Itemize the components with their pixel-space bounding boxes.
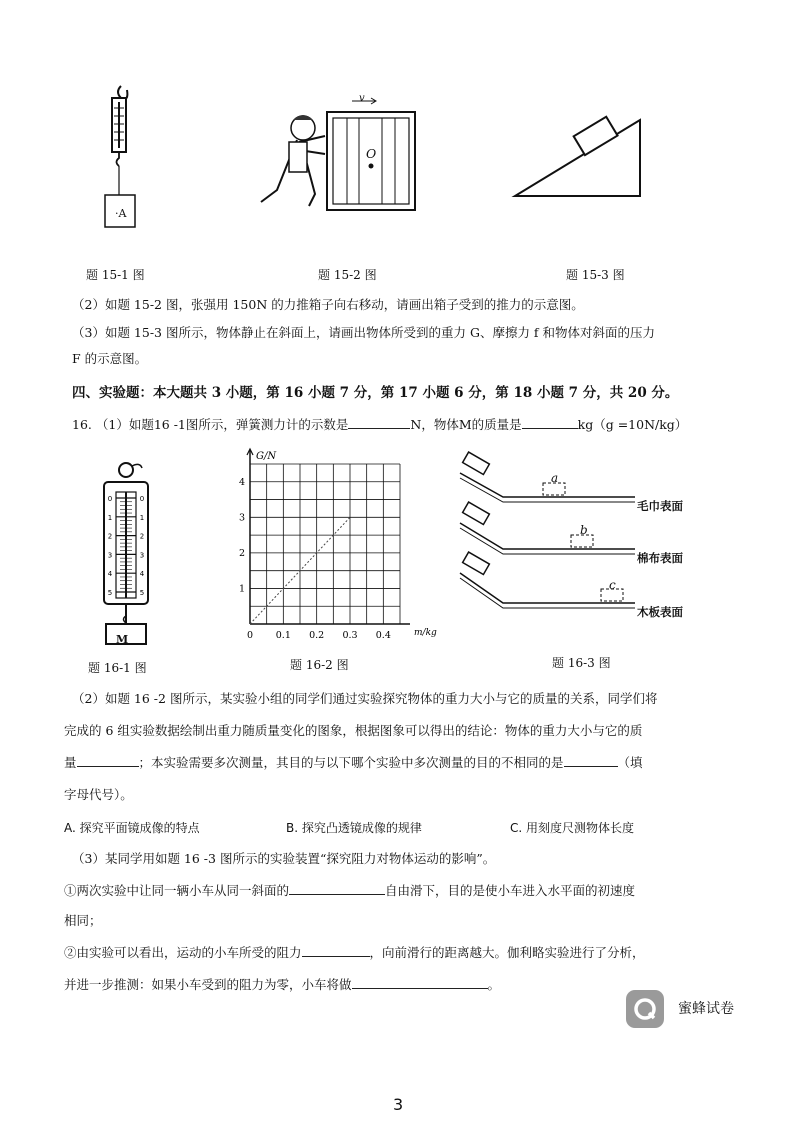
- scale-tick-label-right: 5: [139, 589, 145, 597]
- scale-tick-label-right: 3: [139, 551, 145, 560]
- scale-tick-label-right: 2: [139, 532, 145, 541]
- caption-15-1: 题 15-1 图: [86, 268, 145, 282]
- surface-wood: 木板表面: [637, 605, 683, 619]
- figure-15-1-spring-scale: [95, 82, 155, 262]
- scale-tick-label-left: 3: [107, 551, 113, 560]
- q15-part3-line2: F 的示意图。: [72, 351, 148, 366]
- q16-part3: （3）某同学用如题 16 -3 图所示的实验装置“探究阻力对物体运动的影响”。: [72, 851, 496, 866]
- answer-blank-motion[interactable]: [352, 976, 488, 989]
- q16-part2-line2: 完成的 6 组实验数据绘制出重力随质量变化的图象，根据图象可以得出的结论：物体的重力大小与它的质: [64, 723, 643, 738]
- option-B: B. 探究凸透镜成像的规律: [286, 821, 422, 835]
- page-number: 3: [393, 1095, 404, 1114]
- x-tick-label: 0.4: [375, 630, 391, 641]
- q16-part3-step2: [64, 944, 645, 962]
- y-tick-label: 4: [238, 476, 245, 488]
- x-tick-label: 0.2: [309, 630, 325, 641]
- q16-s2-a: ②由实验可以看出，运动的小车所受的阻力: [64, 945, 302, 960]
- watermark-text: 蜜蜂试卷: [678, 1001, 734, 1017]
- label-M: M: [116, 633, 129, 646]
- q15-part2: （2）如题 15-2 图，张强用 150N 的力推箱子向右移动，请画出箱子受到的推力的示意图。: [72, 297, 584, 312]
- scale-tick-label-left: 4: [107, 570, 113, 579]
- scale-tick-label-left: 2: [107, 532, 113, 541]
- scale-tick-label-right: 0: [139, 495, 145, 503]
- option-A: A. 探究平面镜成像的特点: [64, 821, 200, 835]
- scale-tick-label-right: 4: [139, 570, 145, 579]
- figure-15-3-block-on-incline: [510, 108, 645, 198]
- figure-16-1-spring-scale: [98, 458, 158, 653]
- q16-s2-c: 并进一步推测：如果小车受到的阻力为零，小车将做: [64, 977, 352, 992]
- q16-part3-step2-cont: [64, 976, 500, 994]
- surface-towel: 毛巾表面: [637, 499, 683, 513]
- answer-blank-same-height[interactable]: [289, 882, 385, 895]
- q16-part3-step1-cont: 相同；: [64, 913, 102, 928]
- figure-16-3-cart-ramps: [455, 455, 695, 625]
- y-tick-label: 2: [238, 547, 245, 559]
- caption-16-1: 题 16-1 图: [88, 661, 147, 675]
- mark-b: b: [580, 523, 588, 537]
- q15-part3-line1: （3）如题 15-3 图所示，物体静止在斜面上，请画出物体所受到的重力 G、摩擦力 f 和物体对斜面的压力: [72, 325, 656, 340]
- caption-16-3: 题 16-3 图: [552, 656, 611, 670]
- answer-blank-scale-reading[interactable]: [348, 416, 410, 429]
- x-tick-label: 0.3: [342, 630, 358, 641]
- scale-tick-label-left: 0: [107, 495, 113, 503]
- bee-logo-icon: [633, 997, 657, 1021]
- x-axis-label: m/kg: [414, 628, 437, 638]
- x-tick-label: 0.1: [275, 630, 291, 641]
- q16-s1-b: 自由滑下，目的是使小车进入水平面的初速度: [385, 883, 636, 898]
- q16-number: 16.: [72, 417, 92, 432]
- q16-p1-b: N，物体M的质量是: [410, 417, 522, 432]
- y-tick-label: 1: [238, 583, 245, 595]
- scale-tick-label-left: 1: [107, 513, 113, 522]
- scale-tick-label-right: 1: [139, 513, 145, 522]
- caption-15-2: 题 15-2 图: [318, 268, 377, 282]
- q16-s2-b: ，向前滑行的距离越大。伽利略实验进行了分析，: [369, 945, 645, 960]
- mark-a: a: [551, 471, 559, 485]
- watermark-logo: [626, 990, 664, 1028]
- answer-blank-conclusion[interactable]: [77, 754, 139, 767]
- q16-part2-line1: （2）如题 16 -2 图所示，某实验小组的同学们通过实验探究物体的重力大小与它的质量的关系，同学们将: [72, 691, 658, 706]
- q16-part2-line3: [64, 754, 643, 772]
- label-v: v: [359, 93, 365, 104]
- answer-blank-resistance[interactable]: [302, 944, 370, 957]
- section-4-title: 四、实验题：本大题共 3 小题，第 16 小题 7 分，第 17 小题 6 分，第 18 小题 7 分，共 20 分。: [72, 385, 679, 401]
- figure-16-2-gravity-mass-graph: [238, 448, 453, 648]
- q16-p2-c1: 量: [64, 755, 77, 770]
- surface-cotton: 棉布表面: [637, 551, 683, 565]
- q16-part2-line4: 字母代号）。: [64, 787, 133, 802]
- q16-part3-step1: [64, 882, 635, 900]
- q16-p1-c: kg（g =10N/kg）: [577, 417, 688, 432]
- q16-p2-c3: （填: [617, 755, 643, 770]
- option-C: C. 用刻度尺测物体长度: [510, 821, 635, 835]
- caption-16-2: 题 16-2 图: [290, 658, 349, 672]
- q16-s2-d: 。: [487, 977, 501, 992]
- q16-p2-c2: ；本实验需要多次测量，其目的与以下哪个实验中多次测量的目的不相同的是: [138, 755, 564, 770]
- q16-s1-a: ①两次实验中让同一辆小车从同一斜面的: [64, 883, 290, 898]
- y-tick-label: 3: [238, 512, 245, 524]
- ramp-towel: [460, 452, 635, 502]
- answer-blank-mass[interactable]: [522, 416, 578, 429]
- label-O: O: [366, 146, 377, 161]
- y-axis-label: G/N: [256, 451, 277, 462]
- ramp-cotton: [460, 502, 635, 554]
- q16-p1-a: （1）如题16 -1图所示，弹簧测力计的示数是: [95, 417, 349, 432]
- figure-15-2-person-pushing-box: [255, 90, 425, 215]
- q16-part1: [72, 416, 687, 434]
- mark-c: c: [609, 578, 616, 592]
- x-tick-label: 0: [246, 630, 254, 641]
- label-A: ·A: [115, 207, 127, 220]
- scale-tick-label-left: 5: [107, 589, 113, 597]
- answer-blank-option[interactable]: [564, 754, 618, 767]
- caption-15-3: 题 15-3 图: [566, 268, 625, 282]
